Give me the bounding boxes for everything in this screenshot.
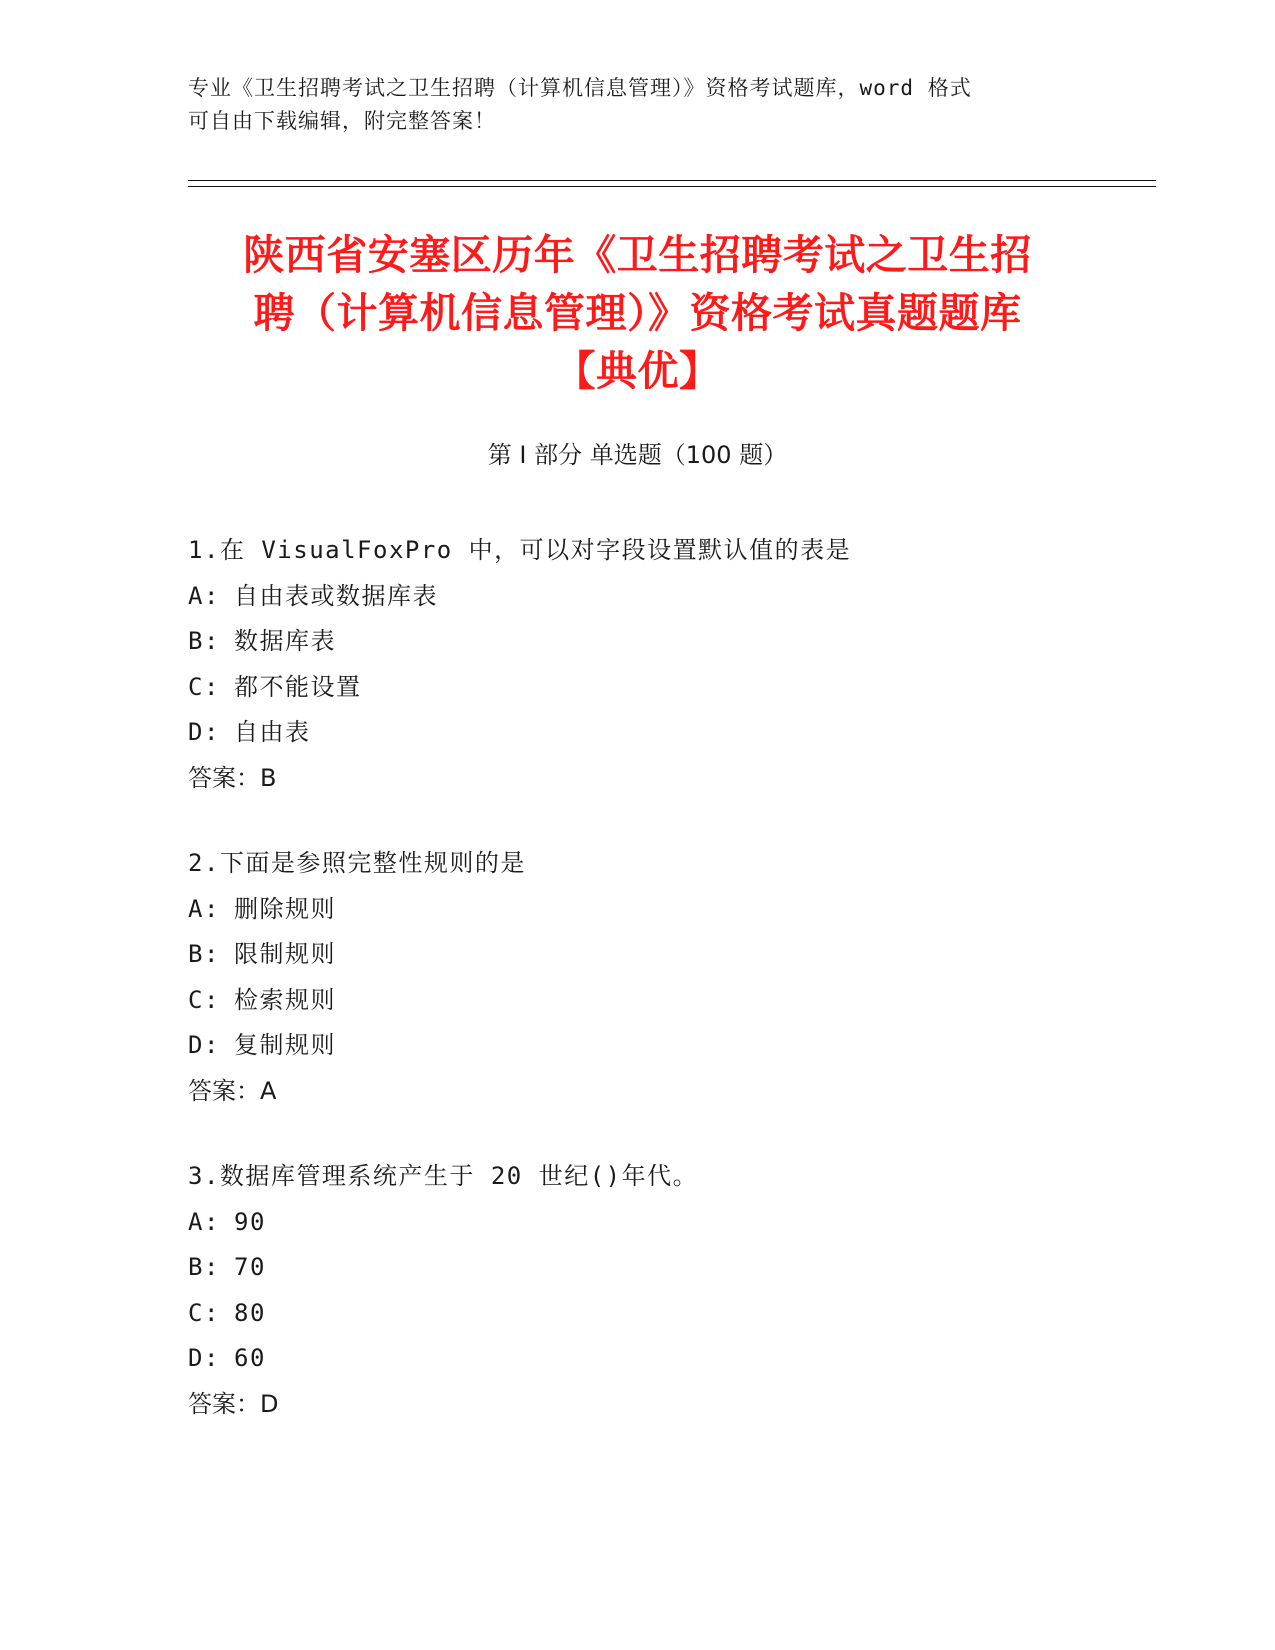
question-item bbox=[188, 528, 1148, 801]
option-a bbox=[188, 887, 1148, 933]
option-text: 80 bbox=[234, 1298, 266, 1327]
option-c bbox=[188, 665, 1148, 711]
option-label: C: bbox=[188, 672, 220, 701]
option-text: 70 bbox=[234, 1253, 266, 1281]
section-heading: 第 I 部分 单选题（100 题） bbox=[487, 441, 788, 469]
option-text: 限制规则 bbox=[234, 940, 336, 968]
option-c bbox=[188, 1291, 1148, 1337]
option-label: D: bbox=[188, 718, 220, 746]
question-item bbox=[188, 841, 1148, 1114]
option-text: 都不能设置 bbox=[234, 672, 362, 701]
question-item bbox=[188, 1154, 1148, 1427]
option-text: 自由表 bbox=[234, 718, 311, 746]
answer-line: 答案：B bbox=[188, 763, 277, 792]
option-label: C: bbox=[188, 985, 220, 1014]
question-stem: 2.下面是参照完整性规则的是 bbox=[188, 849, 526, 877]
option-label: A: bbox=[188, 894, 220, 923]
answer-line: 答案：D bbox=[188, 1389, 279, 1418]
answer-line: 答案：A bbox=[188, 1076, 277, 1105]
option-text: 90 bbox=[234, 1207, 266, 1236]
option-b bbox=[188, 1245, 1148, 1291]
option-c bbox=[188, 978, 1148, 1024]
option-label: B: bbox=[188, 940, 220, 968]
option-label: A: bbox=[188, 1207, 220, 1236]
option-d bbox=[188, 1023, 1148, 1069]
option-d bbox=[188, 1336, 1148, 1382]
option-text: 数据库表 bbox=[234, 627, 336, 655]
option-label: D: bbox=[188, 1031, 220, 1059]
question-stem: 3.数据库管理系统产生于 20 世纪()年代。 bbox=[188, 1162, 699, 1190]
option-label: A: bbox=[188, 581, 220, 610]
intro-line-2: 可自由下载编辑，附完整答案！ bbox=[188, 109, 496, 133]
question-stem: 1.在 VisualFoxPro 中，可以对字段设置默认值的表是 bbox=[188, 536, 852, 564]
option-a bbox=[188, 574, 1148, 620]
intro-line-1: 专业《卫生招聘考试之卫生招聘（计算机信息管理）》资格考试题库，word 格式 bbox=[188, 76, 972, 100]
question-list bbox=[188, 528, 1148, 1467]
option-label: D: bbox=[188, 1344, 220, 1372]
option-d bbox=[188, 710, 1148, 756]
title-line-2: 聘（计算机信息管理）》资格考试真题题库 bbox=[253, 289, 1022, 337]
option-label: B: bbox=[188, 627, 220, 655]
option-b bbox=[188, 932, 1148, 978]
title-line-3: 【典优】 bbox=[554, 347, 721, 395]
title-line-1: 陕西省安塞区历年《卫生招聘考试之卫生招 bbox=[243, 231, 1032, 279]
option-b bbox=[188, 619, 1148, 665]
header-divider-bottom bbox=[188, 186, 1156, 187]
option-text: 60 bbox=[234, 1344, 266, 1372]
option-text: 删除规则 bbox=[234, 894, 336, 923]
document-title bbox=[190, 226, 1085, 400]
option-label: B: bbox=[188, 1253, 220, 1281]
header-divider-top bbox=[188, 180, 1156, 181]
intro-text bbox=[188, 72, 1088, 138]
option-text: 复制规则 bbox=[234, 1031, 336, 1059]
option-text: 检索规则 bbox=[234, 985, 336, 1014]
option-text: 自由表或数据库表 bbox=[234, 581, 438, 610]
option-a bbox=[188, 1200, 1148, 1246]
option-label: C: bbox=[188, 1298, 220, 1327]
